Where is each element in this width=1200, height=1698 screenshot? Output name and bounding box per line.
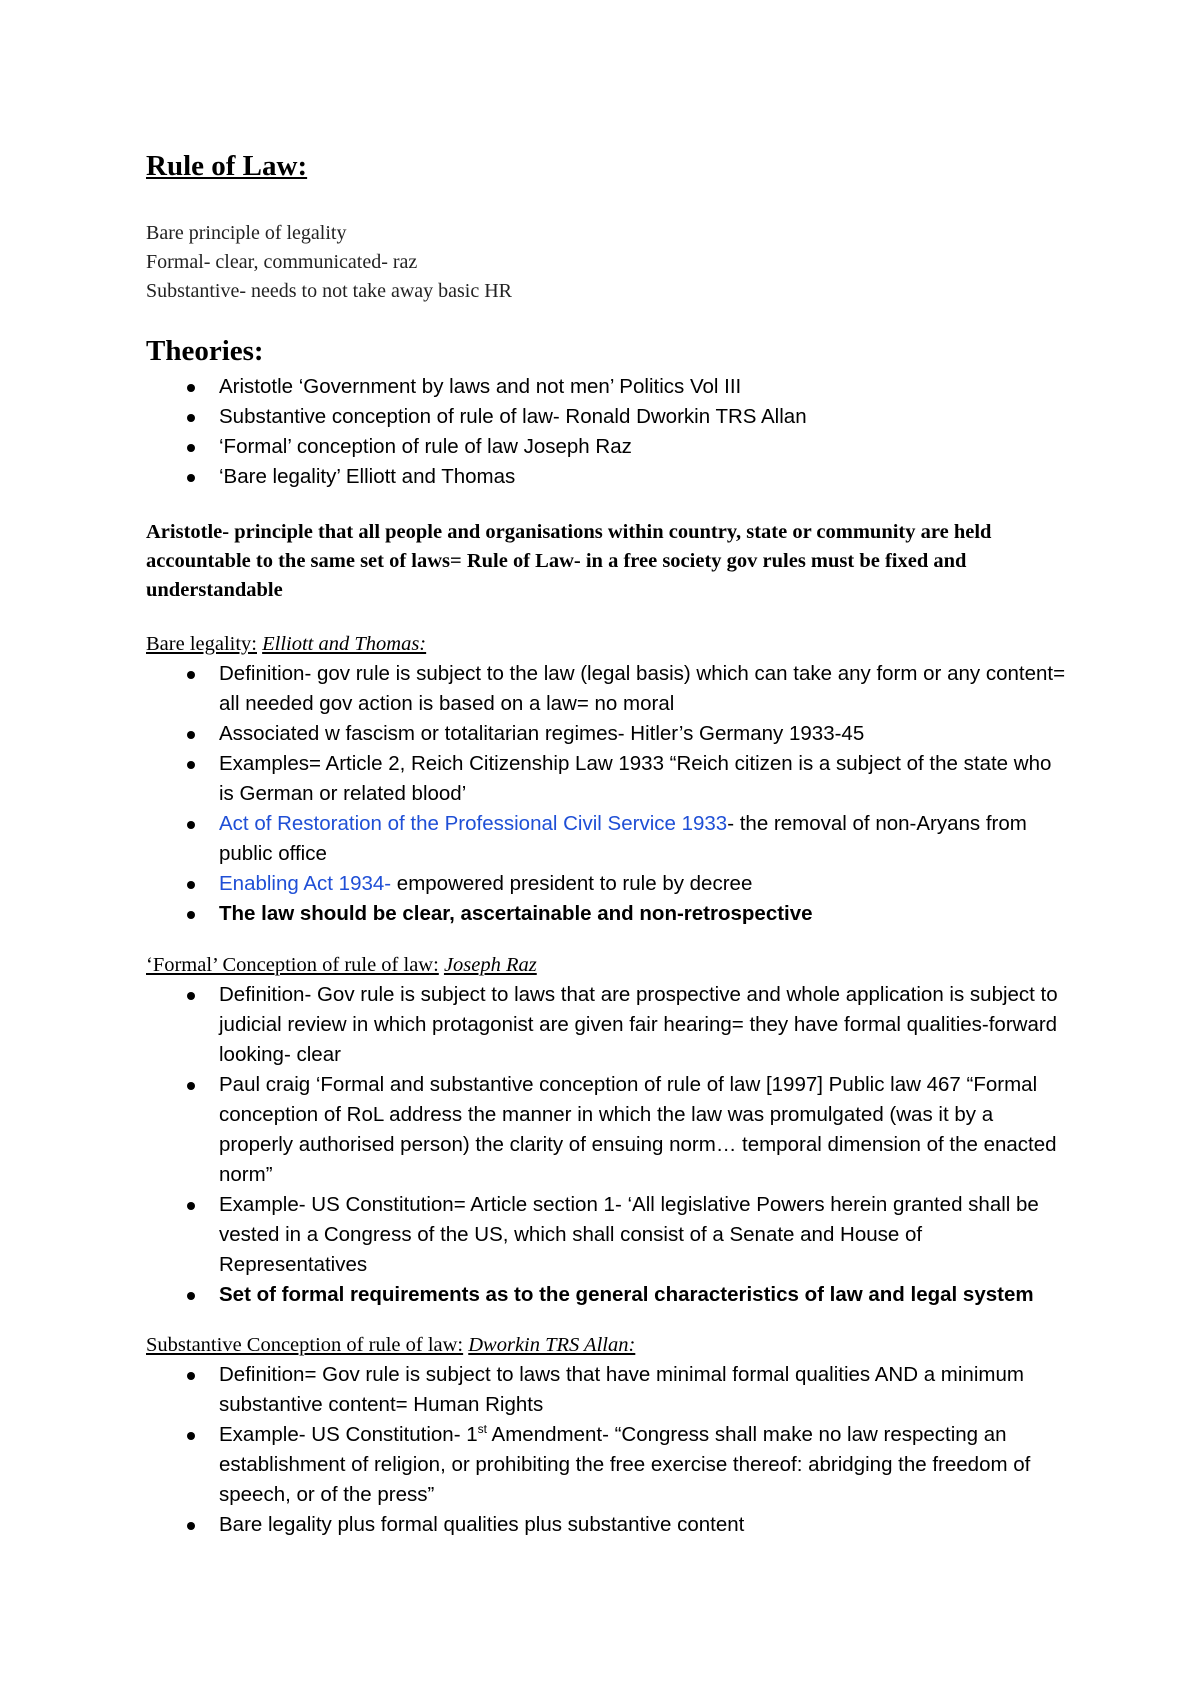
bare-legality-list [146,659,1066,929]
list-item [146,899,1066,929]
page-title: Rule of Law: [146,150,308,182]
list-item-text: Examples= Article 2, Reich Citizenship Law 1933 “Reich citizen is a subject of the state who is German or related blood’ [219,752,1052,805]
bullet-icon [187,1292,195,1300]
bullet-icon [187,911,195,919]
list-item [146,462,1066,492]
list-item [146,1280,1066,1310]
bullet-icon [187,444,195,452]
section-authors: Elliott and Thomas: [262,633,427,655]
substantive-heading [146,1330,635,1360]
linked-text: Enabling Act 1934- [219,872,392,895]
list-item [146,719,1066,749]
list-item-text: Amendment- “Congress shall make no law respecting an establishment of religion, or prohibiting the free exercise thereof: abridging the freedom of speech, or of the press” [219,1423,1031,1506]
section-heading-text: Bare legality: [146,633,257,655]
intro-line: Formal- clear, communicated- raz [146,251,418,273]
list-item [146,1360,1066,1420]
list-item-text: Bare legality plus formal qualities plus substantive content [219,1513,745,1536]
theories-heading: Theories: [146,335,264,367]
theories-list [146,372,1066,492]
aristotle-paragraph: Aristotle- principle that all people and organisations within country, state or community are held accountable to the same set of laws= Rule of Law- in a free society gov rules must be fixed and understandable [146,521,992,601]
bullet-icon [187,1522,195,1530]
list-item [146,659,1066,719]
bullet-icon [187,881,195,889]
list-item [146,1190,1066,1280]
bullet-icon [187,821,195,829]
intro-line: Bare principle of legality [146,222,347,244]
bullet-icon [187,671,195,679]
list-item-text: Substantive conception of rule of law- Ronald Dworkin TRS Allan [219,405,807,428]
section-heading-text: Substantive Conception of rule of law: [146,1334,464,1356]
list-item-text: Associated w fascism or totalitarian regimes- Hitler’s Germany 1933-45 [219,722,865,745]
section-authors: Dworkin TRS Allan: [468,1334,636,1356]
list-item-text: Definition= Gov rule is subject to laws that have minimal formal qualities AND a minimum substantive content= Human Rights [219,1363,1024,1416]
bare-legality-heading [146,629,426,659]
list-item [146,432,1066,462]
bullet-icon [187,731,195,739]
linked-text: Act of Restoration of the Professional Civil Service 1933 [219,812,728,835]
bullet-icon [187,474,195,482]
substantive-list [146,1360,1066,1540]
list-item-text: Example- US Constitution- 1 [219,1423,478,1446]
list-item [146,1420,1066,1510]
list-item [146,1070,1066,1190]
list-item-text: Definition- Gov rule is subject to laws that are prospective and whole application is subject to judicial review in which protagonist are given fair hearing= they have formal qualities-forward looking- clear [219,983,1058,1066]
section-heading-text: ‘Formal’ Conception of rule of law: [146,954,439,976]
section-authors: Joseph Raz [443,954,537,976]
superscript-text: st [477,1422,487,1437]
bullet-icon [187,414,195,422]
list-item-text: The law should be clear, ascertainable and non-retrospective [219,902,813,925]
list-item-text: Example- US Constitution= Article section 1- ‘All legislative Powers herein granted shall be vested in a Congress of the US, which shall consist of a Senate and House of Representatives [219,1193,1039,1276]
list-item-text: Definition- gov rule is subject to the law (legal basis) which can take any form or any content= all needed gov action is based on a law= no moral [219,662,1066,715]
list-item [146,372,1066,402]
list-item-text: empowered president to rule by decree [391,872,753,895]
list-item-text: ‘Bare legality’ Elliott and Thomas [219,465,516,488]
list-item-text: Set of formal requirements as to the general characteristics of law and legal system [219,1283,1034,1306]
intro-lines [146,219,512,306]
list-item [146,402,1066,432]
list-item-text: Paul craig ‘Formal and substantive conception of rule of law [1997] Public law 467 “Formal conception of RoL address the manner in which the law was promulgated (was it by a properly authorised person) the clarity of ensuing norm… temporal dimension of the enacted norm” [219,1073,1057,1186]
bullet-icon [187,1202,195,1210]
list-item [146,809,1066,869]
list-item-text: ‘Formal’ conception of rule of law Joseph Raz [219,435,632,458]
list-item [146,869,1066,899]
bullet-icon [187,761,195,769]
list-item [146,980,1066,1070]
list-item [146,1510,1066,1540]
list-item-text: Aristotle ‘Government by laws and not men’ Politics Vol III [219,375,742,398]
bullet-icon [187,1432,195,1440]
intro-line: Substantive- needs to not take away basic HR [146,280,513,302]
bullet-icon [187,1082,195,1090]
formal-heading [146,950,537,980]
bullet-icon [187,1372,195,1380]
formal-list [146,980,1066,1310]
bullet-icon [187,384,195,392]
list-item [146,749,1066,809]
bullet-icon [187,992,195,1000]
list-item-text: - the removal of non-Aryans from public office [219,812,1027,865]
